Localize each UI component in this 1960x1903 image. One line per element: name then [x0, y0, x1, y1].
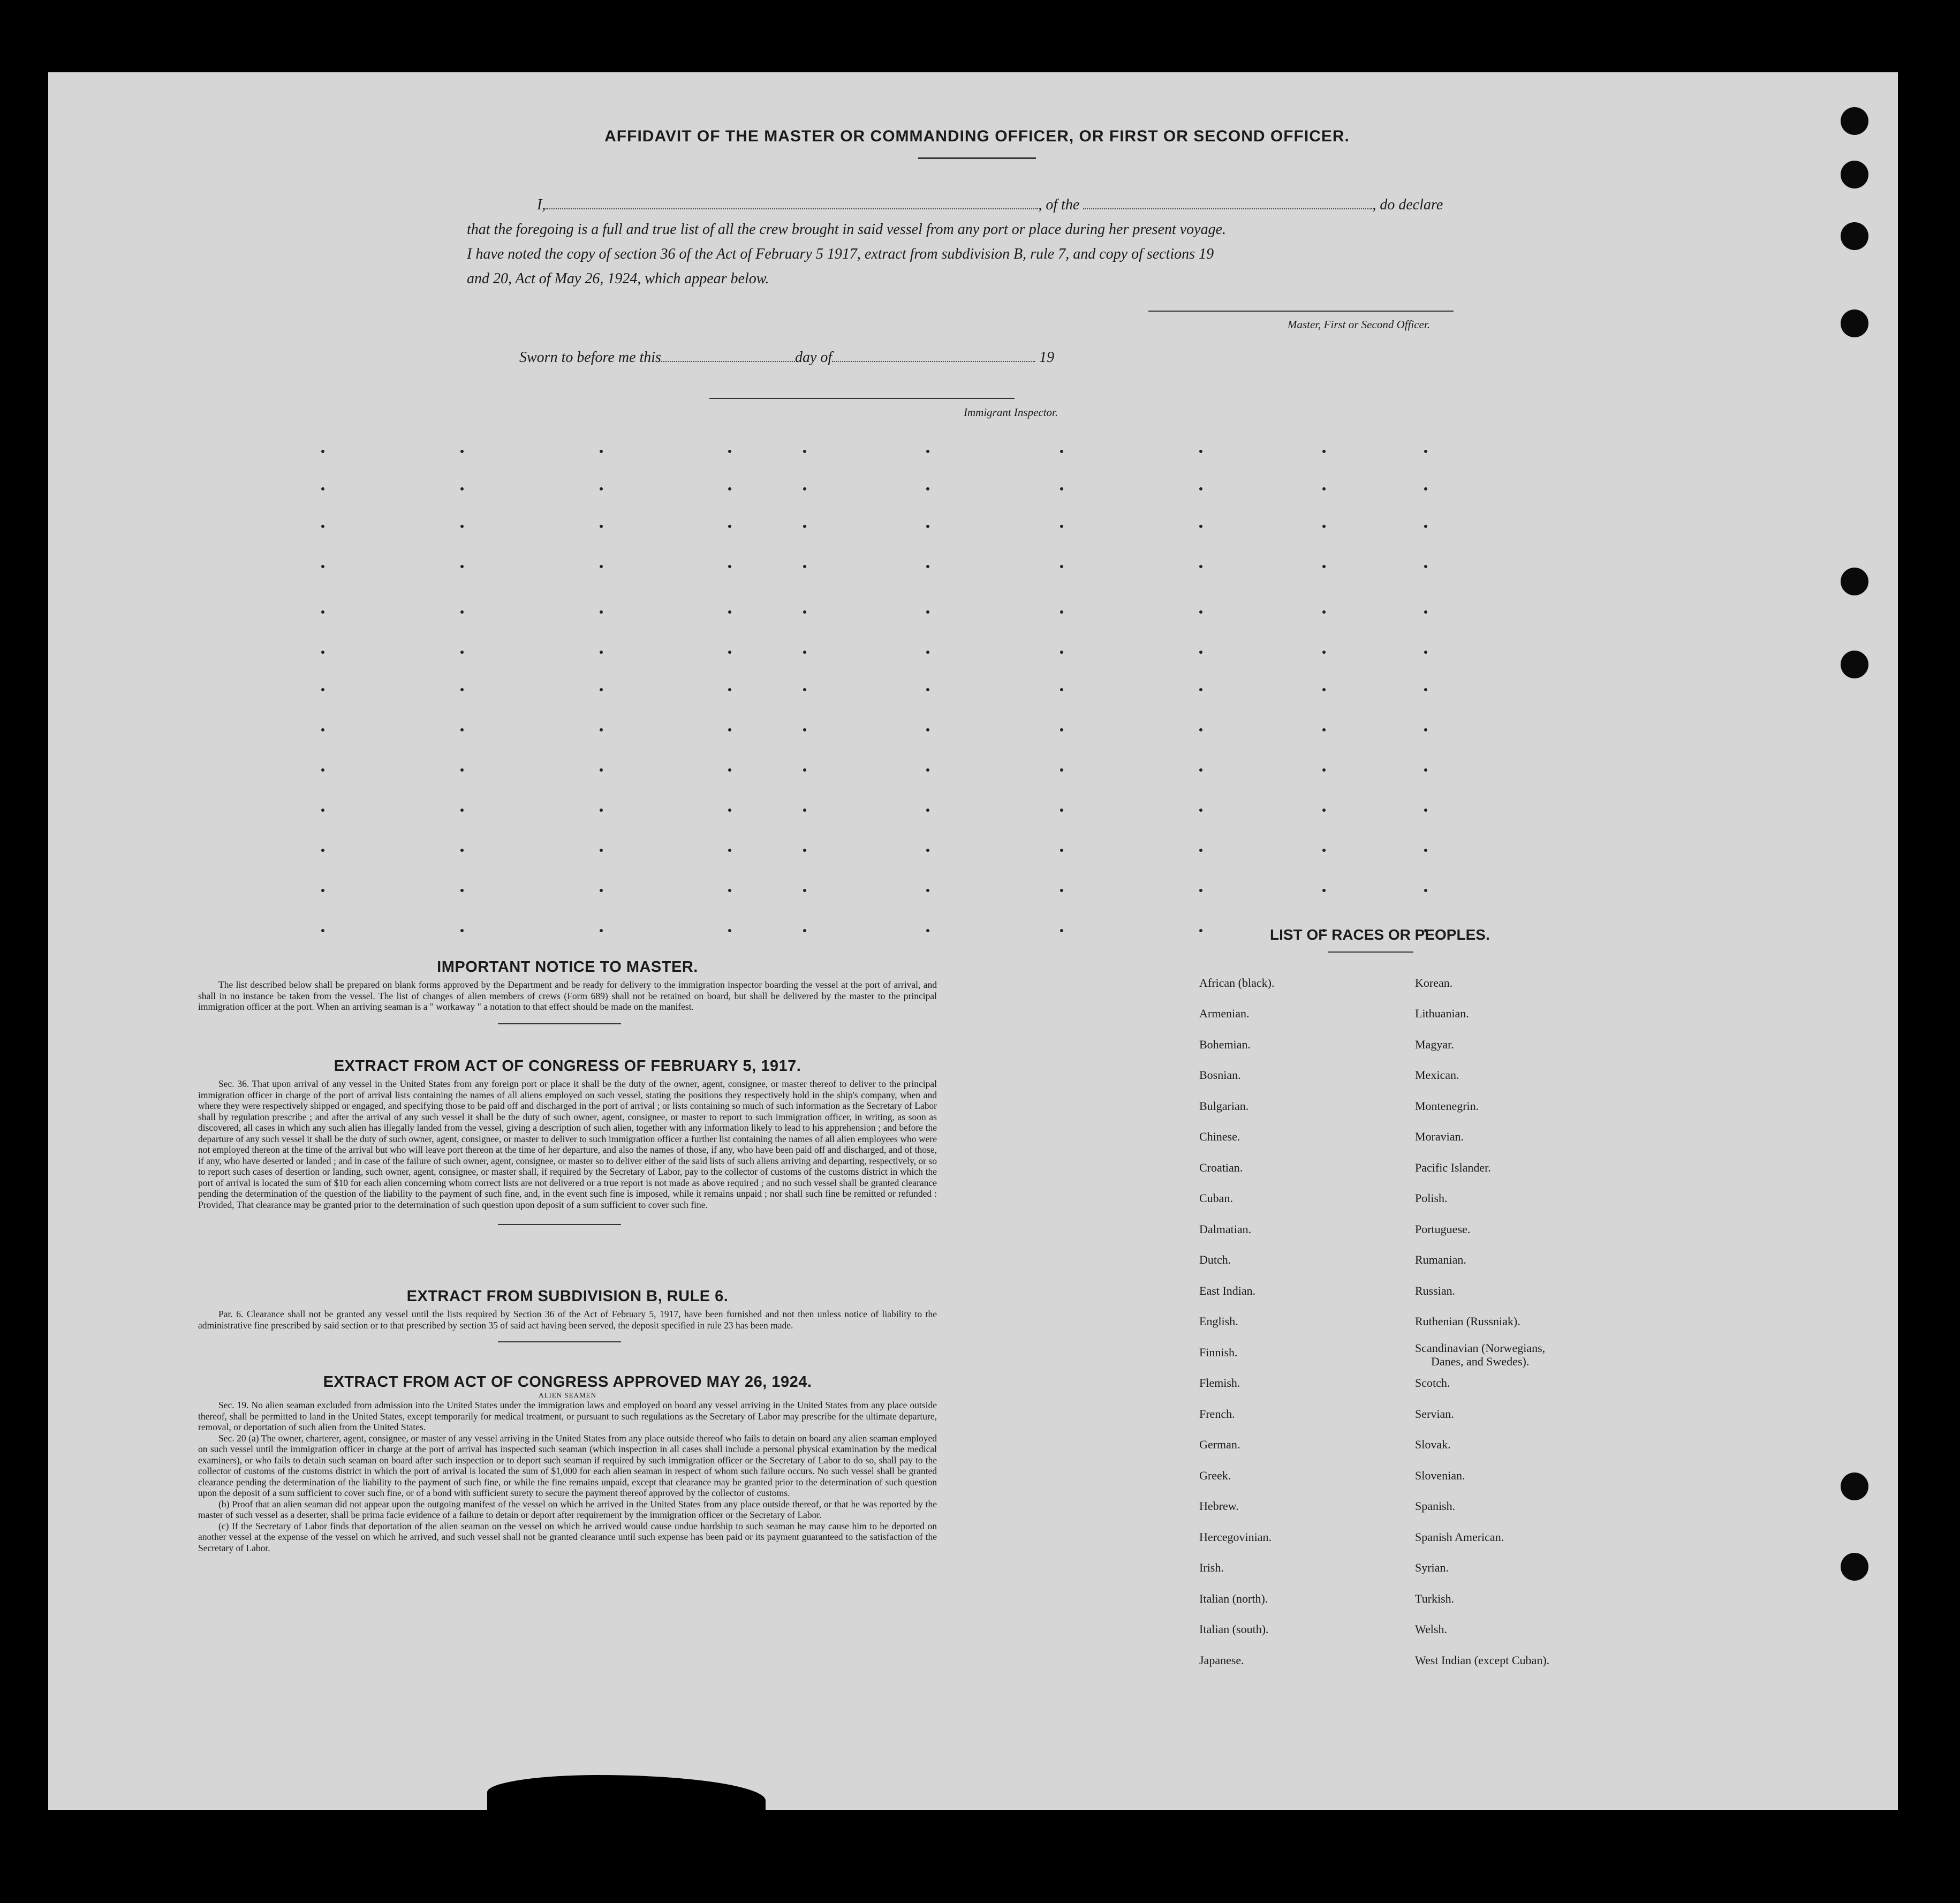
bleed-dot — [728, 565, 731, 568]
bleed-dot — [803, 688, 806, 691]
race-item: Rumanian. — [1415, 1253, 1466, 1266]
bleed-dot — [321, 688, 324, 691]
bleed-dot — [803, 651, 806, 654]
bleed-dot — [1060, 929, 1063, 932]
bleed-dot — [803, 889, 806, 892]
vessel-blank[interactable] — [1083, 208, 1372, 209]
race-item: Bosnian. — [1199, 1068, 1241, 1082]
bleed-dot — [1322, 889, 1326, 892]
bleed-dot — [460, 688, 464, 691]
bleed-dot — [1199, 929, 1202, 932]
bleed-dot — [1322, 849, 1326, 852]
bleed-dot — [926, 651, 929, 654]
bleed-dot — [1322, 651, 1326, 654]
bleed-dot — [1322, 728, 1326, 731]
race-item: Spanish American. — [1415, 1530, 1504, 1544]
race-item: Magyar. — [1415, 1038, 1454, 1051]
year-prefix: 19 — [1039, 349, 1055, 366]
bleed-dot — [460, 809, 464, 812]
bleed-dot — [321, 889, 324, 892]
bleed-dot — [728, 889, 731, 892]
bleed-dot — [600, 849, 603, 852]
race-item: Cuban. — [1199, 1191, 1233, 1205]
punch-hole — [1841, 1472, 1868, 1500]
bleed-dot — [600, 450, 603, 453]
bleed-dot — [1060, 809, 1063, 812]
bleed-dot — [803, 487, 806, 490]
bleed-dot — [1199, 849, 1202, 852]
master-caption: Master, First or Second Officer. — [1288, 318, 1430, 331]
sworn-text: Sworn to before me this — [519, 349, 661, 366]
bleed-dot — [1322, 525, 1326, 528]
race-item: Moravian. — [1415, 1130, 1464, 1143]
bleed-dot — [1424, 889, 1427, 892]
bleed-dot — [1060, 651, 1063, 654]
bleed-dot — [321, 728, 324, 731]
race-item: Servian. — [1415, 1407, 1454, 1421]
extract-1917-section — [198, 1058, 937, 1225]
race-item: Greek. — [1199, 1469, 1231, 1482]
bleed-dot — [926, 768, 929, 772]
race-item: Croatian. — [1199, 1161, 1243, 1174]
bleed-dot — [926, 889, 929, 892]
bleed-dot — [1322, 610, 1326, 614]
bleed-dot — [1322, 565, 1326, 568]
race-item: Scotch. — [1415, 1376, 1450, 1390]
bleed-dot — [926, 849, 929, 852]
bleed-dot — [460, 610, 464, 614]
bleed-dot — [600, 525, 603, 528]
bleed-dot — [926, 565, 929, 568]
affidavit-line3: I have noted the copy of section 36 of the Act of February 5 1917, extract from subdivision B, rule 7, and copy of sections 19 — [467, 246, 1214, 262]
race-item: Pacific Islander. — [1415, 1161, 1491, 1174]
race-item: Italian (north). — [1199, 1592, 1268, 1605]
bleed-dot — [926, 728, 929, 731]
rule6-text: Par. 6. Clearance shall not be granted any vessel until the lists required by Section 36 of the Act of February 5, 1917, have been furnished and not then unless notice of liability to the administrative fine prescribed by said section or to that prescribed by section 35 of said act having been served, the deposit specified in rule 23 has been made. — [198, 1309, 937, 1331]
day-of-text: day of — [794, 349, 833, 366]
affidavit-of-the: , of the — [1038, 197, 1080, 213]
race-item: Slovenian. — [1415, 1469, 1465, 1482]
race-item: Chinese. — [1199, 1130, 1240, 1143]
bleed-dot — [321, 610, 324, 614]
notice-body — [198, 979, 937, 1013]
bleed-dot — [460, 450, 464, 453]
race-item: Bohemian. — [1199, 1038, 1251, 1051]
bleed-dot — [460, 565, 464, 568]
affidavit-line4: and 20, Act of May 26, 1924, which appear below. — [467, 270, 769, 287]
bleed-dot — [600, 487, 603, 490]
torn-corner — [487, 1775, 766, 1818]
bleed-dot — [803, 728, 806, 731]
race-item: Lithuanian. — [1415, 1007, 1469, 1020]
race-item: German. — [1199, 1438, 1240, 1451]
bleed-dot — [1060, 610, 1063, 614]
race-item: French. — [1199, 1407, 1235, 1421]
bleed-dot — [460, 929, 464, 932]
bleed-dot — [1060, 565, 1063, 568]
bleed-dot — [600, 728, 603, 731]
sworn-line — [519, 345, 1054, 370]
race-item: Russian. — [1415, 1284, 1456, 1297]
bleed-dot — [600, 610, 603, 614]
affidavit-line2: that the foregoing is a full and true list of all the crew brought in said vessel from any port or place during her present voyage. — [467, 221, 1227, 238]
bleed-dot — [1060, 487, 1063, 490]
bleed-dot — [321, 651, 324, 654]
extract-1924-subtitle: ALIEN SEAMEN — [539, 1391, 596, 1399]
bleed-dot — [1060, 768, 1063, 772]
extract-1924-section — [198, 1373, 937, 1553]
bleed-dot — [321, 525, 324, 528]
bleed-dot — [460, 849, 464, 852]
affidavit-declare: , do declare — [1372, 197, 1443, 213]
bleed-dot — [1199, 450, 1202, 453]
bleed-dot — [1060, 889, 1063, 892]
bleed-dot — [803, 849, 806, 852]
extract-1917-body — [198, 1078, 937, 1210]
race-item: Hebrew. — [1199, 1499, 1239, 1513]
bleed-dot — [321, 849, 324, 852]
bleed-dot — [1322, 487, 1326, 490]
bleed-dot — [460, 525, 464, 528]
affidavit-line1 — [537, 193, 1443, 217]
rule6-section — [198, 1288, 937, 1342]
bleed-dot — [926, 525, 929, 528]
extract-1924-body — [198, 1400, 937, 1553]
bleed-dot — [460, 728, 464, 731]
bleed-dot — [926, 450, 929, 453]
punch-hole — [1841, 309, 1868, 337]
race-item: Mexican. — [1415, 1068, 1459, 1082]
bleed-dot — [1424, 565, 1427, 568]
bleed-dot — [460, 651, 464, 654]
bleed-dot — [926, 929, 929, 932]
bleed-dot — [728, 929, 731, 932]
title-rule — [918, 157, 1036, 159]
bleed-dot — [1424, 768, 1427, 772]
bleed-dot — [321, 565, 324, 568]
bleed-dot — [1424, 610, 1427, 614]
sec19-text: Sec. 19. No alien seaman excluded from admission into the United States under the immigration laws and employed on board any vessel arriving in the United States from any place outside thereof, shall be permitted to land in the United States, except temporarily for medical treatment, or pursuant to such regulations as the Secretary of Labor may prescribe for the ultimate departure, removal, or deportation of such alien from the United States. — [198, 1400, 937, 1432]
punch-hole — [1841, 1553, 1868, 1581]
bleed-dot — [321, 450, 324, 453]
race-item: Hercegovinian. — [1199, 1530, 1272, 1544]
bleed-dot — [600, 565, 603, 568]
bleed-dot — [1199, 487, 1202, 490]
bleed-dot — [728, 768, 731, 772]
affidavit-i: I, — [537, 197, 546, 213]
race-item: African (black). — [1199, 976, 1275, 990]
punch-hole — [1841, 161, 1868, 188]
bleed-dot — [728, 688, 731, 691]
race-item: Korean. — [1415, 976, 1453, 990]
affidavit-title: AFFIDAVIT OF THE MASTER OR COMMANDING OFFICER, OR FIRST OR SECOND OFFICER. — [604, 127, 1350, 145]
bleed-dot — [728, 651, 731, 654]
bleed-dot — [1322, 809, 1326, 812]
race-item: English. — [1199, 1315, 1238, 1328]
sec20c-text: (c) If the Secretary of Labor finds that deportation of the alien seaman on the vessel on which he arrived would cause undue hardship to such seaman he may cause him to be deported on another vessel at the expense of the vessel on which he arrived, and such vessel shall not be granted clearance until such expense has been paid or its payment guaranteed to the satisfaction of the Secretary of Labor. — [198, 1520, 937, 1553]
bleed-dot — [926, 809, 929, 812]
race-item: Bulgarian. — [1199, 1099, 1249, 1113]
bleed-dot — [1060, 728, 1063, 731]
race-item: Irish. — [1199, 1561, 1224, 1574]
section-divider — [498, 1341, 621, 1342]
punch-hole — [1841, 107, 1868, 135]
race-item: Italian (south). — [1199, 1622, 1269, 1636]
bleed-dot — [1199, 768, 1202, 772]
bleed-dot — [926, 610, 929, 614]
sec20b-text: (b) Proof that an alien seaman did not appear upon the outgoing manifest of the vessel on which he arrived in the United States from any place outside thereof, or that he was reported by the master of such vessel as a deserter, shall be prima facie evidence of a failure to detain or deport after requirement by the immigration officer or the Secretary of Labor. — [198, 1498, 937, 1520]
master-signature-line[interactable] — [1148, 311, 1454, 312]
notice-text: The list described below shall be prepared on blank forms approved by the Department and be ready for delivery to the immigration inspector boarding the vessel at the port of arrival, and shall in no instance be taken from the vessel. The list of changes of alien members of crews (Form 689) shall not be retained on board, but shall be delivered by the master to the principal immigration officer at the port. When an arriving seaman is a " workaway " a notation to that effect should be made on the manifest. — [198, 979, 937, 1012]
sec20a-text: Sec. 20 (a) The owner, charterer, agent, consignee, or master of any vessel arriving in the United States from any place outside thereof who fails to detain on board any alien seaman employed on such vessel until the immigration officer in charge at the port of arrival has inspected such seaman (which inspection in all cases shall include a personal physical examination by the medical examiners), or who fails to detain such seaman on board after such inspection or to deport such seaman if required by such immigration officer or the Secretary of Labor to do so, shall pay to the collector of customs of the customs district in which the port of arrival is located the sum of $1,000 for each alien seaman in respect of whom such failure occurs. No such vessel shall be granted clearance pending the determination of the liability to the payment of such fine, or while the fine remains unpaid, except that clearance may be granted prior to the determination of such question upon the deposit of a sum sufficient to cover such fine, or of a bond with sufficient surety to secure the payment thereof approved by the collector of customs. — [198, 1432, 937, 1498]
bleed-dot — [321, 768, 324, 772]
bleed-dot — [321, 809, 324, 812]
bleed-dot — [1060, 849, 1063, 852]
bleed-dot — [1199, 889, 1202, 892]
bleed-dot — [1199, 565, 1202, 568]
race-item: Flemish. — [1199, 1376, 1240, 1390]
race-item: Montenegrin. — [1415, 1099, 1479, 1113]
punch-hole — [1841, 568, 1868, 595]
inspector-caption: Immigrant Inspector. — [964, 406, 1058, 419]
race-item: Spanish. — [1415, 1499, 1456, 1513]
bleed-dot — [803, 929, 806, 932]
day-blank[interactable] — [661, 361, 795, 362]
bleed-dot — [1424, 450, 1427, 453]
bleed-dot — [460, 487, 464, 490]
races-title: LIST OF RACES OR PEOPLES. — [1270, 926, 1490, 943]
bleed-dot — [728, 450, 731, 453]
extract-1917-text: Sec. 36. That upon arrival of any vessel in the United States from any foreign port or place it shall be the duty of the owner, agent, consignee, or master thereof to deliver to the principal immigration officer in charge of the port of arrival lists containing the names of all aliens employed on such vessel, stating the positions they respectively hold in the ship's company, when and where they were respectively shipped or engaged, and specifying those to be paid off and discharged in the port of arrival ; or lists containing so much of such information as the Secretary of Labor shall by regulation prescribe ; and after the arrival of any such vessel it shall be the duty of such owner, agent, consignee, or master to report to such immigration officer, in writing, as soon as discovered, all cases in which any such alien has illegally landed from the vessel, giving a description of such alien, together with any information likely to lead to his apprehension ; and before the departure of any such vessel it shall be the duty of such owner, agent, consignee, or master to deliver to such immigration officer a further list containing the names of all alien employees who were not employed thereon at the time of the arrival but who will leave port thereon at the time of her departure, and also the names of those, if any, who have been paid off and discharged, and of those, if any, who have deserted or landed ; and in case of the failure of such owner, agent, consignee, or master so to deliver either of the said lists of such aliens arriving and departing, respectively, or so to report such cases of desertion or landing, such owner, agent, consignee, or master shall, if required by the Secretary of Labor, pay to the collector of customs of the customs district in which the port of arrival is located the sum of $10 for each alien concerning whom correct lists are not delivered or a true report is not made as above required ; and no such vessel shall be granted clearance pending the determination of the question of the liability to the payment of such fine, and, in the event such fine is imposed, while it remains unpaid ; nor shall such fine be remitted or refunded : Provided, That clearance may be granted prior to the determination of such question upon deposit of a sum sufficient to cover such fine. — [198, 1078, 937, 1210]
month-blank[interactable] — [832, 361, 1035, 362]
bleed-dot — [728, 610, 731, 614]
bleed-dot — [321, 487, 324, 490]
race-item: Armenian. — [1199, 1007, 1250, 1020]
bleed-dot — [1199, 525, 1202, 528]
bleed-dot — [1322, 688, 1326, 691]
bleed-dot — [728, 487, 731, 490]
bleed-dot — [1424, 651, 1427, 654]
inspector-signature-line[interactable] — [709, 398, 1015, 399]
section-divider — [498, 1224, 621, 1225]
bleed-dot — [1199, 688, 1202, 691]
race-item: Ruthenian (Russniak). — [1415, 1315, 1520, 1328]
bleed-dot — [460, 889, 464, 892]
bleed-dot — [1424, 688, 1427, 691]
bleed-dot — [1424, 728, 1427, 731]
bleed-dot — [1424, 849, 1427, 852]
bleed-dot — [600, 651, 603, 654]
race-item: East Indian. — [1199, 1284, 1256, 1297]
bleed-dot — [728, 849, 731, 852]
rule6-body — [198, 1309, 937, 1331]
bleed-dot — [321, 929, 324, 932]
bleed-dot — [803, 450, 806, 453]
bleed-dot — [926, 487, 929, 490]
bleed-dot — [803, 809, 806, 812]
race-item: Dalmatian. — [1199, 1222, 1252, 1236]
bleed-dot — [1060, 525, 1063, 528]
race-item: Dutch. — [1199, 1253, 1231, 1266]
punch-hole — [1841, 651, 1868, 678]
notice-section — [198, 958, 937, 1024]
bleed-dot — [1322, 768, 1326, 772]
race-item: Polish. — [1415, 1191, 1448, 1205]
bleed-dot — [728, 525, 731, 528]
punch-hole — [1841, 222, 1868, 250]
bleed-dot — [1424, 809, 1427, 812]
extract-1924-title: EXTRACT FROM ACT OF CONGRESS APPROVED MAY 26, 1924. — [323, 1373, 812, 1391]
bleed-dot — [460, 768, 464, 772]
race-item: Finnish. — [1199, 1346, 1238, 1359]
bleed-dot — [803, 768, 806, 772]
notice-title: IMPORTANT NOTICE TO MASTER. — [437, 958, 698, 976]
bleed-dot — [600, 889, 603, 892]
rule6-title: EXTRACT FROM SUBDIVISION B, RULE 6. — [406, 1288, 729, 1305]
bleed-dot — [1199, 728, 1202, 731]
bleed-dot — [1060, 688, 1063, 691]
bleed-dot — [600, 809, 603, 812]
bleed-dot — [803, 565, 806, 568]
race-item: West Indian (except Cuban). — [1415, 1653, 1550, 1667]
bleed-dot — [1199, 651, 1202, 654]
bleed-dot — [1322, 450, 1326, 453]
bleed-dot — [1424, 525, 1427, 528]
name-blank[interactable] — [546, 208, 1038, 209]
bleed-dot — [803, 525, 806, 528]
bleed-dot — [600, 768, 603, 772]
race-item: Japanese. — [1199, 1653, 1244, 1667]
bleed-dot — [1424, 487, 1427, 490]
races-title-rule — [1328, 952, 1413, 953]
section-divider — [498, 1023, 621, 1024]
race-item: Scandinavian (Norwegians, — [1415, 1341, 1546, 1355]
race-item: Slovak. — [1415, 1438, 1451, 1451]
bleed-dot — [1199, 809, 1202, 812]
race-item: Syrian. — [1415, 1561, 1449, 1574]
bleed-dot — [1060, 450, 1063, 453]
race-item: Welsh. — [1415, 1622, 1447, 1636]
bleed-dot — [803, 610, 806, 614]
bleed-dot — [728, 809, 731, 812]
race-item: Danes, and Swedes). — [1431, 1355, 1530, 1368]
bleed-dot — [600, 688, 603, 691]
race-item: Turkish. — [1415, 1592, 1455, 1605]
bleed-dot — [728, 728, 731, 731]
extract-1917-title: EXTRACT FROM ACT OF CONGRESS OF FEBRUARY 5, 1917. — [334, 1058, 801, 1075]
bleed-dot — [926, 688, 929, 691]
bleed-dot — [1199, 610, 1202, 614]
bleed-dot — [600, 929, 603, 932]
race-item: Portuguese. — [1415, 1222, 1471, 1236]
